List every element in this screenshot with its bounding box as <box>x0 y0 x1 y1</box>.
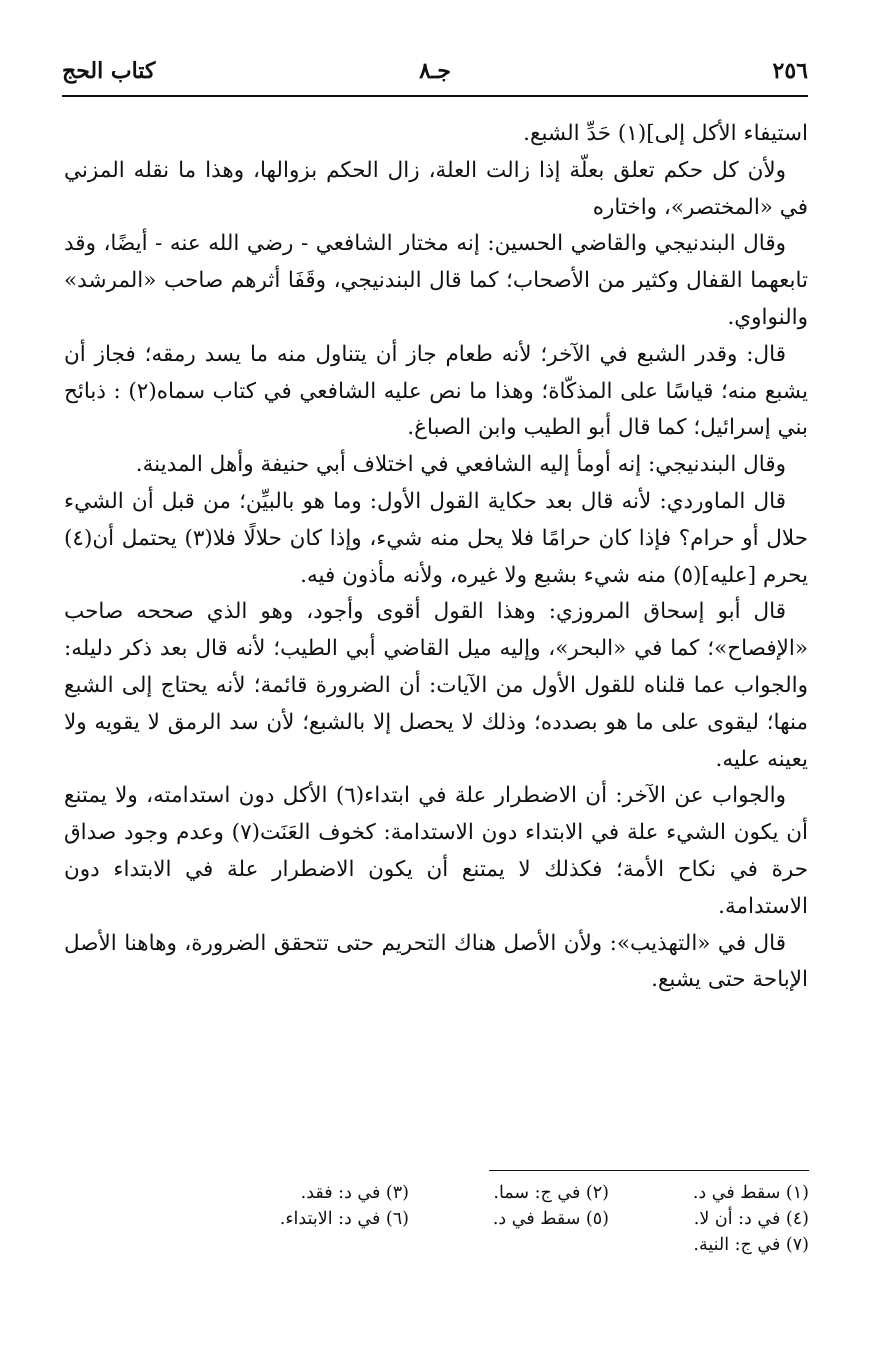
book-title: كتاب الحج <box>62 58 156 84</box>
paragraph: وقال البندنيجي والقاضي الحسين: إنه مختار الشافعي - رضي الله عنه - أيضًا، وقد تابعهما القفال وكثير من الأصحاب؛ كما قال البندنيجي، وقَفَا أثرهم صاحب «المرشد» والنواوي. <box>64 231 808 330</box>
footnote: (٤) في د: أن لا. <box>693 1209 809 1229</box>
paragraph: قال الماوردي: لأنه قال بعد حكاية القول الأول: وما هو بالبيِّن؛ من قبل أن الشيء حلال أو حرام؟ فإذا كان حرامًا فلا يحل منه شيء، وإذا كان حلالًا فلا(٣) يحتمل أن(٤) يحرم [عليه](٥) منه شيء بشبع ولا غيره، ولأنه مأذون فيه. <box>64 488 808 588</box>
paragraph: ولأن كل حكم تعلق بعلّة إذا زالت العلة، زال الحكم بزوالها، وهذا ما نقله المزني في «المختصر»، واختاره <box>64 157 808 220</box>
footnote: (٧) في ج: النية. <box>693 1235 809 1255</box>
volume-label: جـ٨ <box>419 58 451 84</box>
footnote-row <box>209 1232 809 1258</box>
paragraph: قال أبو إسحاق المروزي: وهذا القول أقوى وأجود، وهو الذي صححه صاحب «الإفصاح»؛ كما في «البحر»، وإليه ميل القاضي أبي الطيب؛ لأنه قال بعد ذكر دليله: والجواب عما قلناه للقول الأول من الآيات: أن الضرورة قائمة؛ لأنه يحتاج إلى الشبع منها؛ ليقوى على ما هو بصدده؛ وذلك لا يحصل إلا بالشبع؛ لأن سد الرمق لا يقويه ولا يعينه عليه. <box>64 599 808 772</box>
header-rule <box>62 95 808 97</box>
paragraph: وقال البندنيجي: إنه أومأ إليه الشافعي في اختلاف أبي حنيفة وأهل المدينة. <box>135 452 786 478</box>
footnote-row <box>209 1180 809 1206</box>
paragraph: قال: وقدر الشبع في الآخر؛ لأنه طعام جاز أن يتناول منه ما يسد رمقه؛ فجاز أن يشبع منه؛ قياسًا على المذكّاة؛ وهذا ما نص عليه الشافعي في كتاب سماه(٢) : ذبائح بني إسرائيل؛ كما قال أبو الطيب وابن الصباغ. <box>64 341 808 441</box>
footnotes <box>209 1180 809 1258</box>
footnote: (٦) في د: الابتداء. <box>279 1209 409 1229</box>
page-header <box>62 58 808 92</box>
footnote: (٥) سقط في د. <box>492 1209 609 1229</box>
main-text <box>64 116 808 999</box>
footnote: (٣) في د: فقد. <box>300 1183 409 1203</box>
footnote-rule <box>489 1170 809 1171</box>
page-number: ٢٥٦ <box>772 58 808 84</box>
paragraph: قال في «التهذيب»: ولأن الأصل هناك التحريم حتى تتحقق الضرورة، وهاهنا الأصل الإباحة حتى يشبع. <box>64 930 808 993</box>
footnote: (١) سقط في د. <box>692 1183 809 1203</box>
paragraph: استيفاء الأكل إلى](١) حَدِّ الشبع. <box>523 121 808 146</box>
footnote: (٢) في ج: سما. <box>493 1183 609 1203</box>
footnote-row <box>209 1206 809 1232</box>
paragraph: والجواب عن الآخر: أن الاضطرار علة في ابتداء(٦) الأكل دون استدامته، ولا يمتنع أن يكون الشيء علة في الابتداء دون الاستدامة: كخوف العَنَت(٧) وعدم وجود صداق حرة في نكاح الأمة؛ فكذلك لا يمتنع أن يكون الاضطرار علة في الابتداء دون الاستدامة. <box>64 783 808 919</box>
